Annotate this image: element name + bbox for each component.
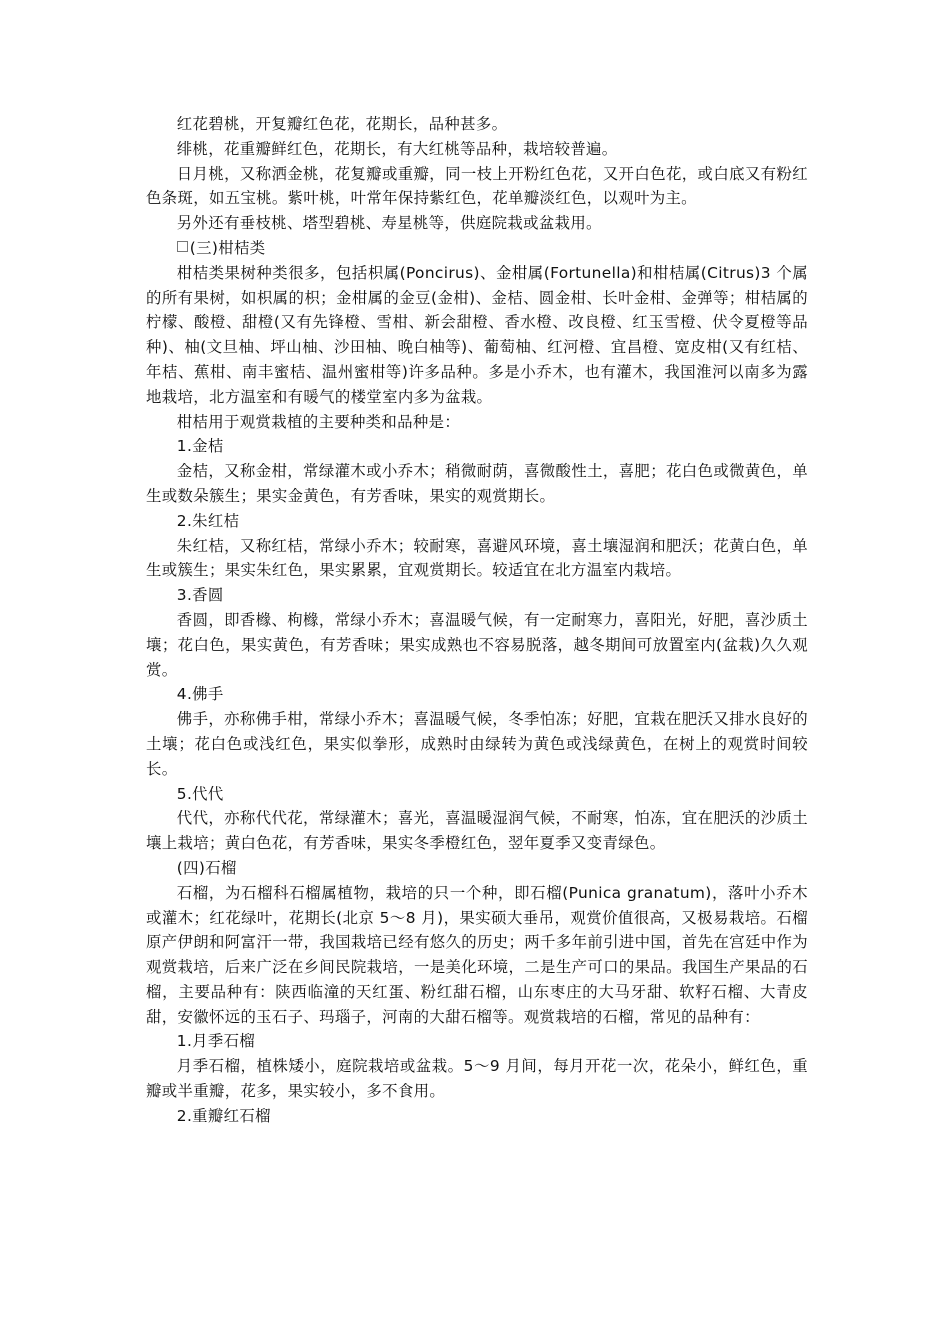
paragraph: 香圆，即香橼、枸橼，常绿小乔木；喜温暖气候，有一定耐寒力，喜阳光，好肥，喜沙质土壤；花白色，果实黄色，有芳香味；果实成熟也不容易脱落，越冬期间可放置室内(盆栽)久久观赏。 [146,610,808,679]
subheading: 1.金桔 [176,437,224,456]
paragraph: 柑桔类果树种类很多，包括枳属(Poncirus)、金柑属(Fortunella)和柑桔属(Citrus)3 个属的所有果树，如枳属的枳；金柑属的金豆(金柑)、金桔、圆金柑、长叶金柑、金弹等；柑桔属的柠檬、酸橙、甜橙(又有先锋橙、雪柑、新会甜橙、香水橙、改良橙、红玉雪橙、伏令夏橙等品种)、柚(文旦柚、坪山柚、沙田柚、晚白柚等)、葡萄柚、红河橙、宜昌橙、宽皮柑(又有红桔、年桔、蕉柑、南丰蜜桔、温州蜜柑等)许多品种。多是小乔木，也有灌木，我国淮河以南多为露地栽培，北方温室和有暖气的楼堂室内多为盆栽。 [146,263,808,406]
paragraph: 红花碧桃，开复瓣红色花，花期长，品种甚多。 [176,115,508,133]
paragraph: 代代，亦称代代花，常绿灌木；喜光，喜温暖湿润气候，不耐寒，怕冻，宜在肥沃的沙质土壤上栽培；黄白色花，有芳香味，果实冬季橙红色，翌年夏季又变青绿色。 [146,809,808,853]
subheading: 2.重瓣红石榴 [176,1106,271,1125]
document-body [146,112,808,1129]
paragraph: 月季石榴，植株矮小，庭院栽培或盆栽。5～9 月间，每月开花一次，花朵小，鲜红色，重瓣或半重瓣，花多，果实较小，多不食用。 [146,1057,808,1101]
section-heading: (四)石榴 [176,858,237,877]
paragraph: 柑桔用于观赏栽植的主要种类和品种是： [176,412,461,431]
subheading: 1.月季石榴 [176,1032,256,1051]
paragraph: 日月桃，又称洒金桃，花复瓣或重瓣，同一枝上开粉红色花，又开白色花，或白底又有粉红色条斑，如五宝桃。紫叶桃，叶常年保持紫红色，花单瓣淡红色，以观叶为主。 [146,164,808,208]
paragraph: 石榴，为石榴科石榴属植物，栽培的只一个种，即石榴(Punica granatum)，落叶小乔木或灌木；红花绿叶，花期长(北京 5～8 月)，果实硕大垂吊，观赏价值很高，又极易栽培。石榴原产伊朗和阿富汗一带，我国栽培已经有悠久的历史；两千多年前引进中国，首先在宫廷中作为观赏栽培，后来广泛在乡间民院栽培，一是美化环境，二是生产可口的果品。我国生产果品的石榴，主要品种有：陕西临潼的天红蛋、粉红甜石榴，山东枣庄的大马牙甜、软籽石榴、大青皮甜，安徽怀远的玉石子、玛瑙子，河南的大甜石榴等。观赏栽培的石榴，常见的品种有： [146,883,808,1026]
section-heading-text: (三)柑桔类 [189,238,266,257]
paragraph: 金桔，又称金柑，常绿灌木或小乔木；稍微耐荫，喜微酸性土，喜肥；花白色或微黄色，单生或数朵簇生；果实金黄色，有芳香味，果实的观赏期长。 [146,462,808,505]
section-heading [146,236,808,261]
paragraph: 绯桃，花重瓣鲜红色，花期长，有大红桃等品种，栽培较普遍。 [176,139,618,158]
paragraph: 朱红桔，又称红桔，常绿小乔木；较耐寒，喜避风环境，喜土壤湿润和肥沃；花黄白色，单生或簇生；果实朱红色，果实累累，宜观赏期长。较适宜在北方温室内栽培。 [146,536,808,580]
subheading: 4.佛手 [176,685,224,704]
square-bullet-icon [177,241,188,252]
subheading: 5.代代 [176,784,224,803]
paragraph: 佛手，亦称佛手柑，常绿小乔木；喜温暖气候，冬季怕冻；好肥，宜栽在肥沃又排水良好的土壤；花白色或浅红色，果实似拳形，成熟时由绿转为黄色或浅绿黄色，在树上的观赏时间较长。 [146,710,808,778]
subheading: 3.香圆 [176,586,224,605]
paragraph: 另外还有垂枝桃、塔型碧桃、寿星桃等，供庭院栽或盆栽用。 [176,214,602,233]
subheading: 2.朱红桔 [176,511,240,530]
